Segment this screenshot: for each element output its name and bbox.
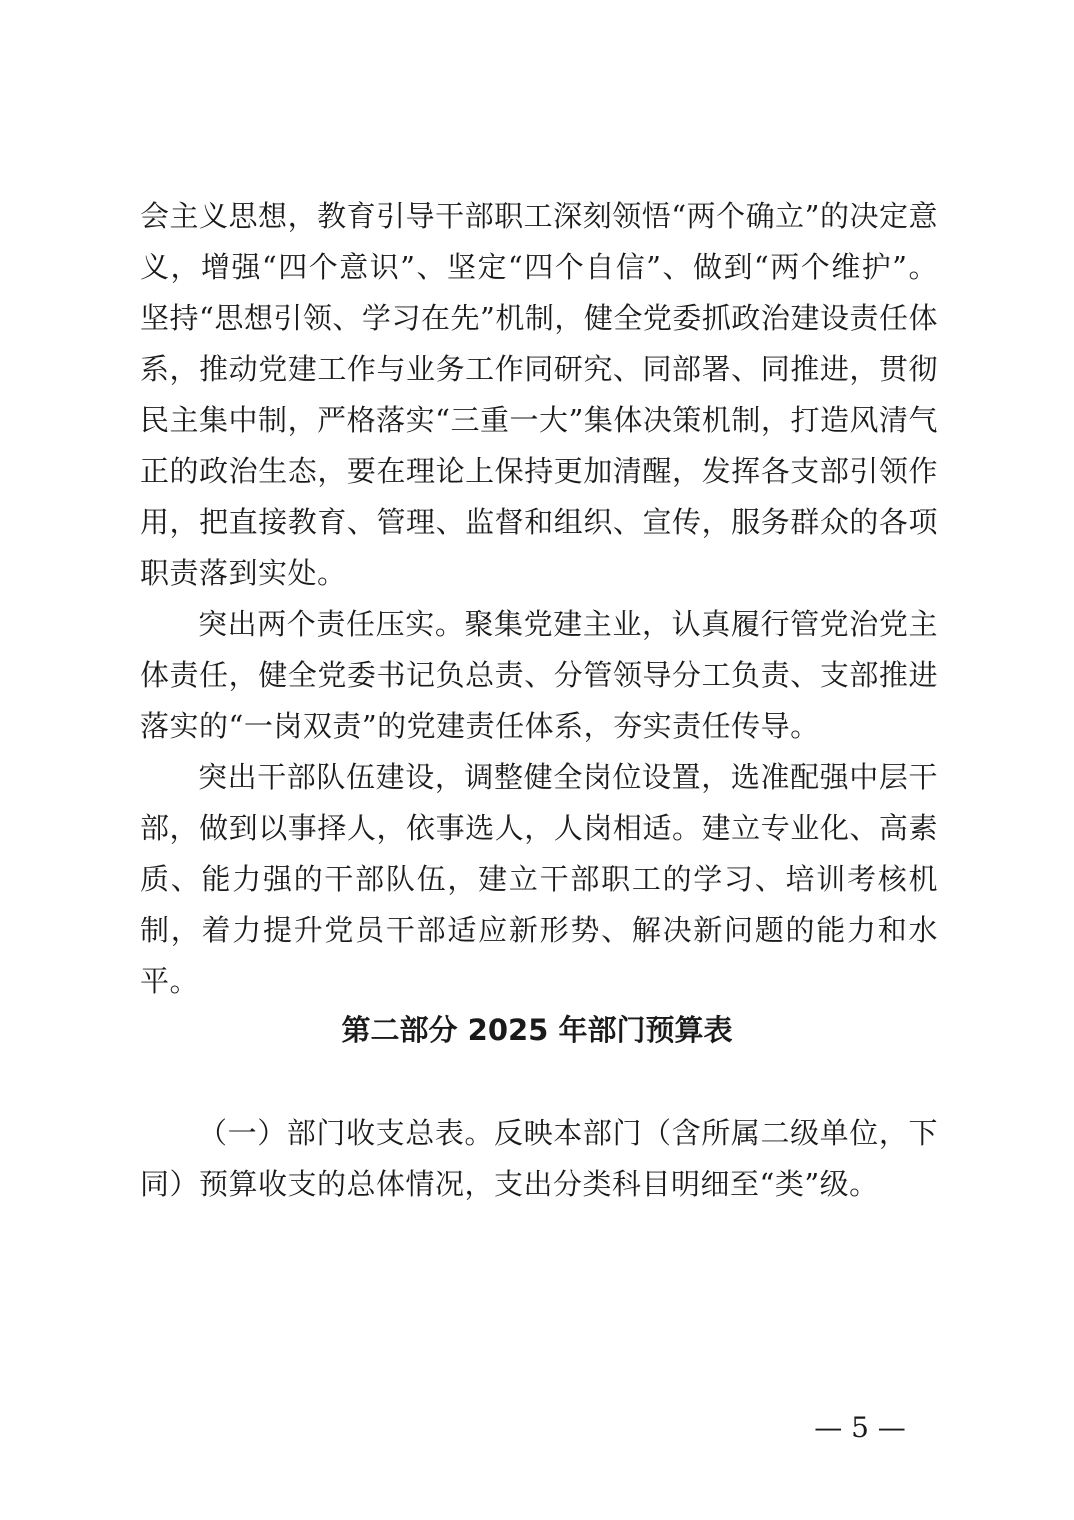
page-number: — 5 — [814,1411,906,1444]
body-paragraph-continued: 会主义思想，教育引导干部职工深刻领悟“两个确立”的决定意义，增强“四个意识”、坚定“四个自信”、做到“两个维护”。坚持“思想引领、学习在先”机制，健全党委抓政治建设责任体系，推动党建工作与业务工作同研究、同部署、同推进，贯彻民主集中制，严格落实“三重一大”集体决策机制，打造风清气正的政治生态，要在理论上保持更加清醒，发挥各支部引领作用，把直接教育、管理、监督和组织、宣传，服务群众的各项职责落到实处。 [140,199,938,590]
section-paragraph: （一）部门收支总表。反映本部门（含所属二级单位，下同）预算收支的总体情况，支出分类科目明细至“类”级。 [140,1116,938,1201]
section-heading: 第二部分 2025 年部门预算表 [341,1013,733,1047]
body-paragraph-responsibility: 突出两个责任压实。聚集党建主业，认真履行管党治党主体责任，健全党委书记负总责、分管领导分工负责、支部推进落实的“一岗双责”的党建责任体系，夯实责任传导。 [140,607,938,743]
body-paragraph-cadre: 突出干部队伍建设，调整健全岗位设置，选准配强中层干部，做到以事择人，依事选人，人岗相适。建立专业化、高素质、能力强的干部队伍，建立干部职工的学习、培训考核机制，着力提升党员干部适应新形势、解决新问题的能力和水平。 [140,760,938,998]
